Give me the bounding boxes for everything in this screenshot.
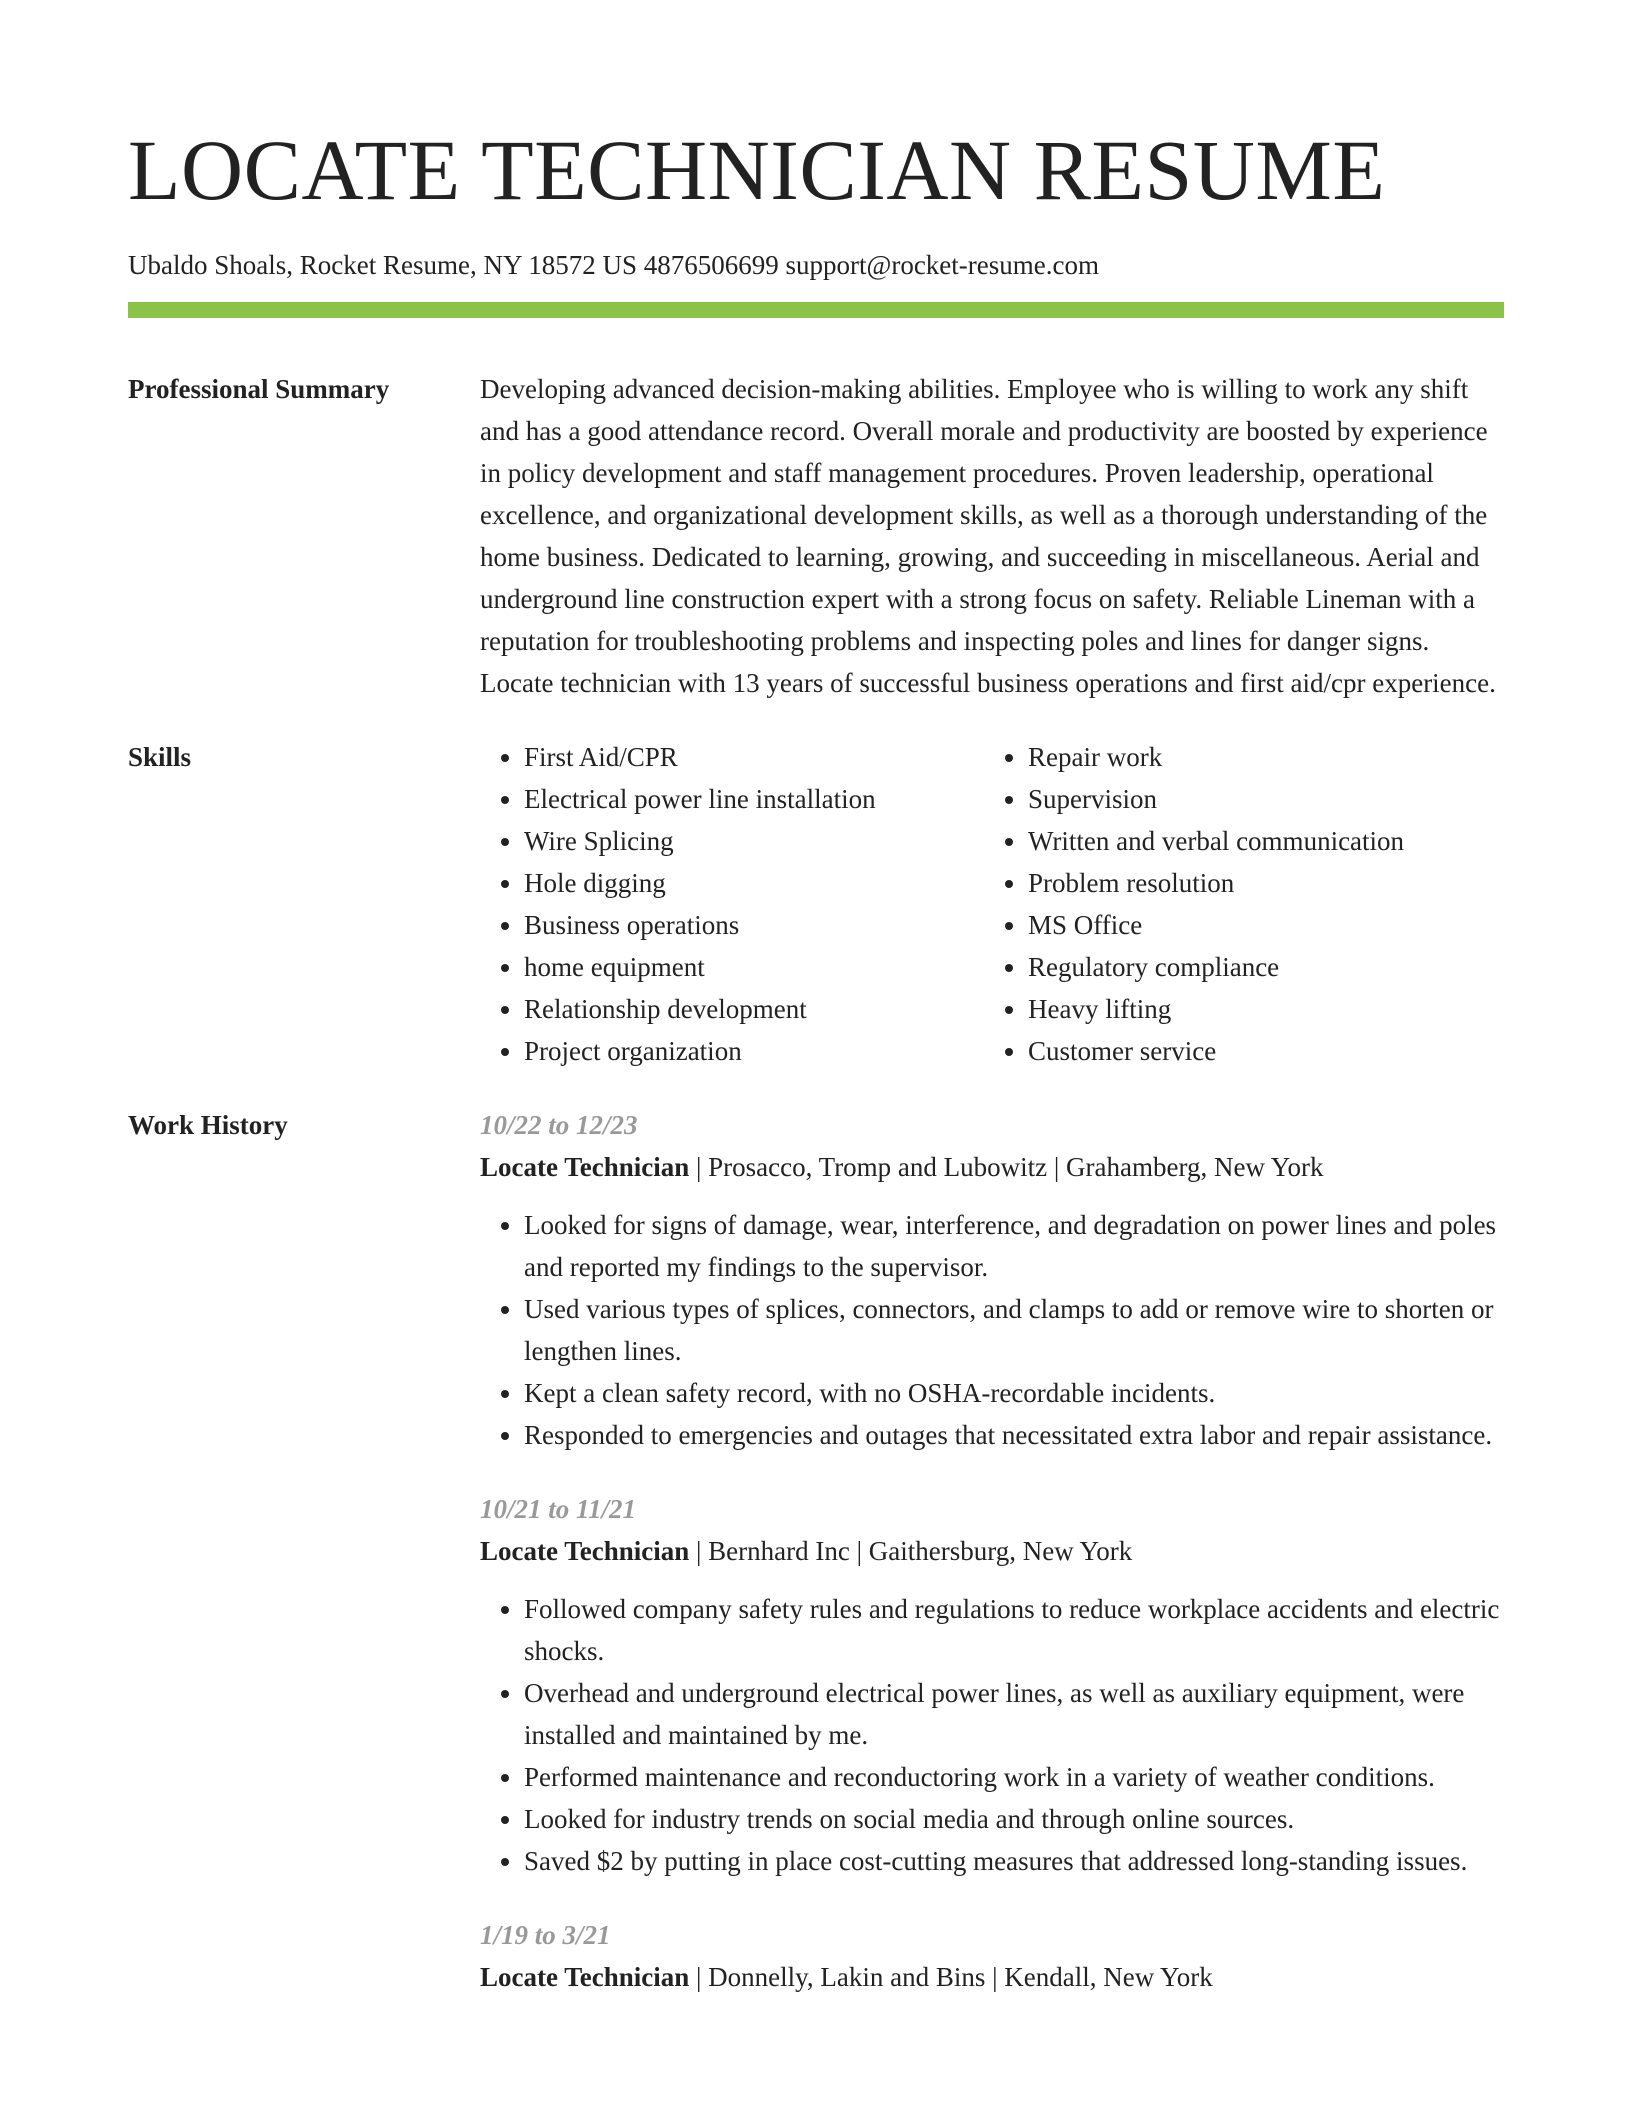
job-bullet: • Kept a clean safety record, with no OSHA-recordable incidents. xyxy=(524,1372,1504,1414)
skill-item: • Wire Splicing xyxy=(524,820,984,862)
skill-item: • Business operations xyxy=(524,904,984,946)
job-heading xyxy=(480,1530,1504,1572)
skill-item: • Relationship development xyxy=(524,988,984,1030)
accent-divider xyxy=(128,302,1504,318)
skill-item: • home equipment xyxy=(524,946,984,988)
skills-list-left xyxy=(480,736,984,1072)
contact-line: Ubaldo Shoals, Rocket Resume, NY 18572 US 4876506699 support@rocket-resume.com xyxy=(128,250,1099,280)
skills-list-right xyxy=(984,736,1488,1072)
skill-item: • Regulatory compliance xyxy=(1028,946,1488,988)
skills-section xyxy=(128,736,1504,1072)
work-history-section xyxy=(128,1104,1504,2014)
skill-item: • Repair work xyxy=(1028,736,1488,778)
skills-columns xyxy=(480,736,1504,1072)
summary-text: Developing advanced decision-making abilities. Employee who is willing to work any shift and has a good attendance record. Overall morale and productivity are boosted by experience in policy development and staff management procedures. Proven leadership, operational excellence, and organizational development skills, as well as a thorough understanding of the home business. Dedicated to learning, growing, and succeeding in miscellaneous. Aerial and underground line construction expert with a strong focus on safety. Reliable Lineman with a reputation for troubleshooting problems and inspecting poles and lines for danger signs. Locate technician with 13 years of successful business operations and first aid/cpr experience. xyxy=(480,374,1496,698)
skill-item: • Problem resolution xyxy=(1028,862,1488,904)
skills-label: Skills xyxy=(128,742,192,772)
summary-section xyxy=(128,368,1504,704)
job-bullet: • Followed company safety rules and regulations to reduce workplace accidents and electric shocks. xyxy=(524,1588,1504,1672)
job-entry xyxy=(480,1488,1504,1882)
job-bullet: • Looked for industry trends on social media and through online sources. xyxy=(524,1798,1504,1840)
job-bullet: • Saved $2 by putting in place cost-cutting measures that addressed long-standing issues. xyxy=(524,1840,1504,1882)
job-bullet: • Used various types of splices, connectors, and clamps to add or remove wire to shorten or lengthen lines. xyxy=(524,1288,1504,1372)
summary-label: Professional Summary xyxy=(128,374,390,404)
page-title: LOCATE TECHNICIAN RESUME xyxy=(128,122,1386,218)
job-details: | Prosacco, Tromp and Lubowitz | Grahamberg, New York xyxy=(689,1152,1324,1182)
skills-column-right xyxy=(984,736,1488,1072)
skill-item: • Supervision xyxy=(1028,778,1488,820)
job-dates: 10/22 to 12/23 xyxy=(480,1110,638,1140)
job-entry xyxy=(480,1914,1504,1998)
skills-column-left xyxy=(480,736,984,1072)
job-bullet: • Responded to emergencies and outages that necessitated extra labor and repair assistance. xyxy=(524,1414,1504,1456)
job-title: Locate Technician xyxy=(480,1962,690,1992)
skill-item: • First Aid/CPR xyxy=(524,736,984,778)
work-history-body xyxy=(480,1104,1504,2014)
job-bullets xyxy=(480,1204,1504,1456)
job-title: Locate Technician xyxy=(480,1536,690,1566)
job-heading xyxy=(480,1956,1504,1998)
job-dates: 10/21 to 11/21 xyxy=(480,1494,637,1524)
job-details: | Donnelly, Lakin and Bins | Kendall, New York xyxy=(689,1962,1213,1992)
job-bullet: • Performed maintenance and reconductoring work in a variety of weather conditions. xyxy=(524,1756,1504,1798)
job-bullet: • Looked for signs of damage, wear, interference, and degradation on power lines and poles and reported my findings to the supervisor. xyxy=(524,1204,1504,1288)
work-history-label: Work History xyxy=(128,1110,288,1140)
job-title: Locate Technician xyxy=(480,1152,690,1182)
skill-item: • Heavy lifting xyxy=(1028,988,1488,1030)
skill-item: • Hole digging xyxy=(524,862,984,904)
skill-item: • Project organization xyxy=(524,1030,984,1072)
skill-item: • Electrical power line installation xyxy=(524,778,984,820)
job-bullets xyxy=(480,1588,1504,1882)
skill-item: • Written and verbal communication xyxy=(1028,820,1488,862)
job-details: | Bernhard Inc | Gaithersburg, New York xyxy=(689,1536,1133,1566)
job-bullet: • Overhead and underground electrical power lines, as well as auxiliary equipment, were installed and maintained by me. xyxy=(524,1672,1504,1756)
job-dates: 1/19 to 3/21 xyxy=(480,1920,611,1950)
job-heading xyxy=(480,1146,1504,1188)
skill-item: • MS Office xyxy=(1028,904,1488,946)
skill-item: • Customer service xyxy=(1028,1030,1488,1072)
resume-page xyxy=(128,0,1504,2014)
job-entry xyxy=(480,1104,1504,1456)
